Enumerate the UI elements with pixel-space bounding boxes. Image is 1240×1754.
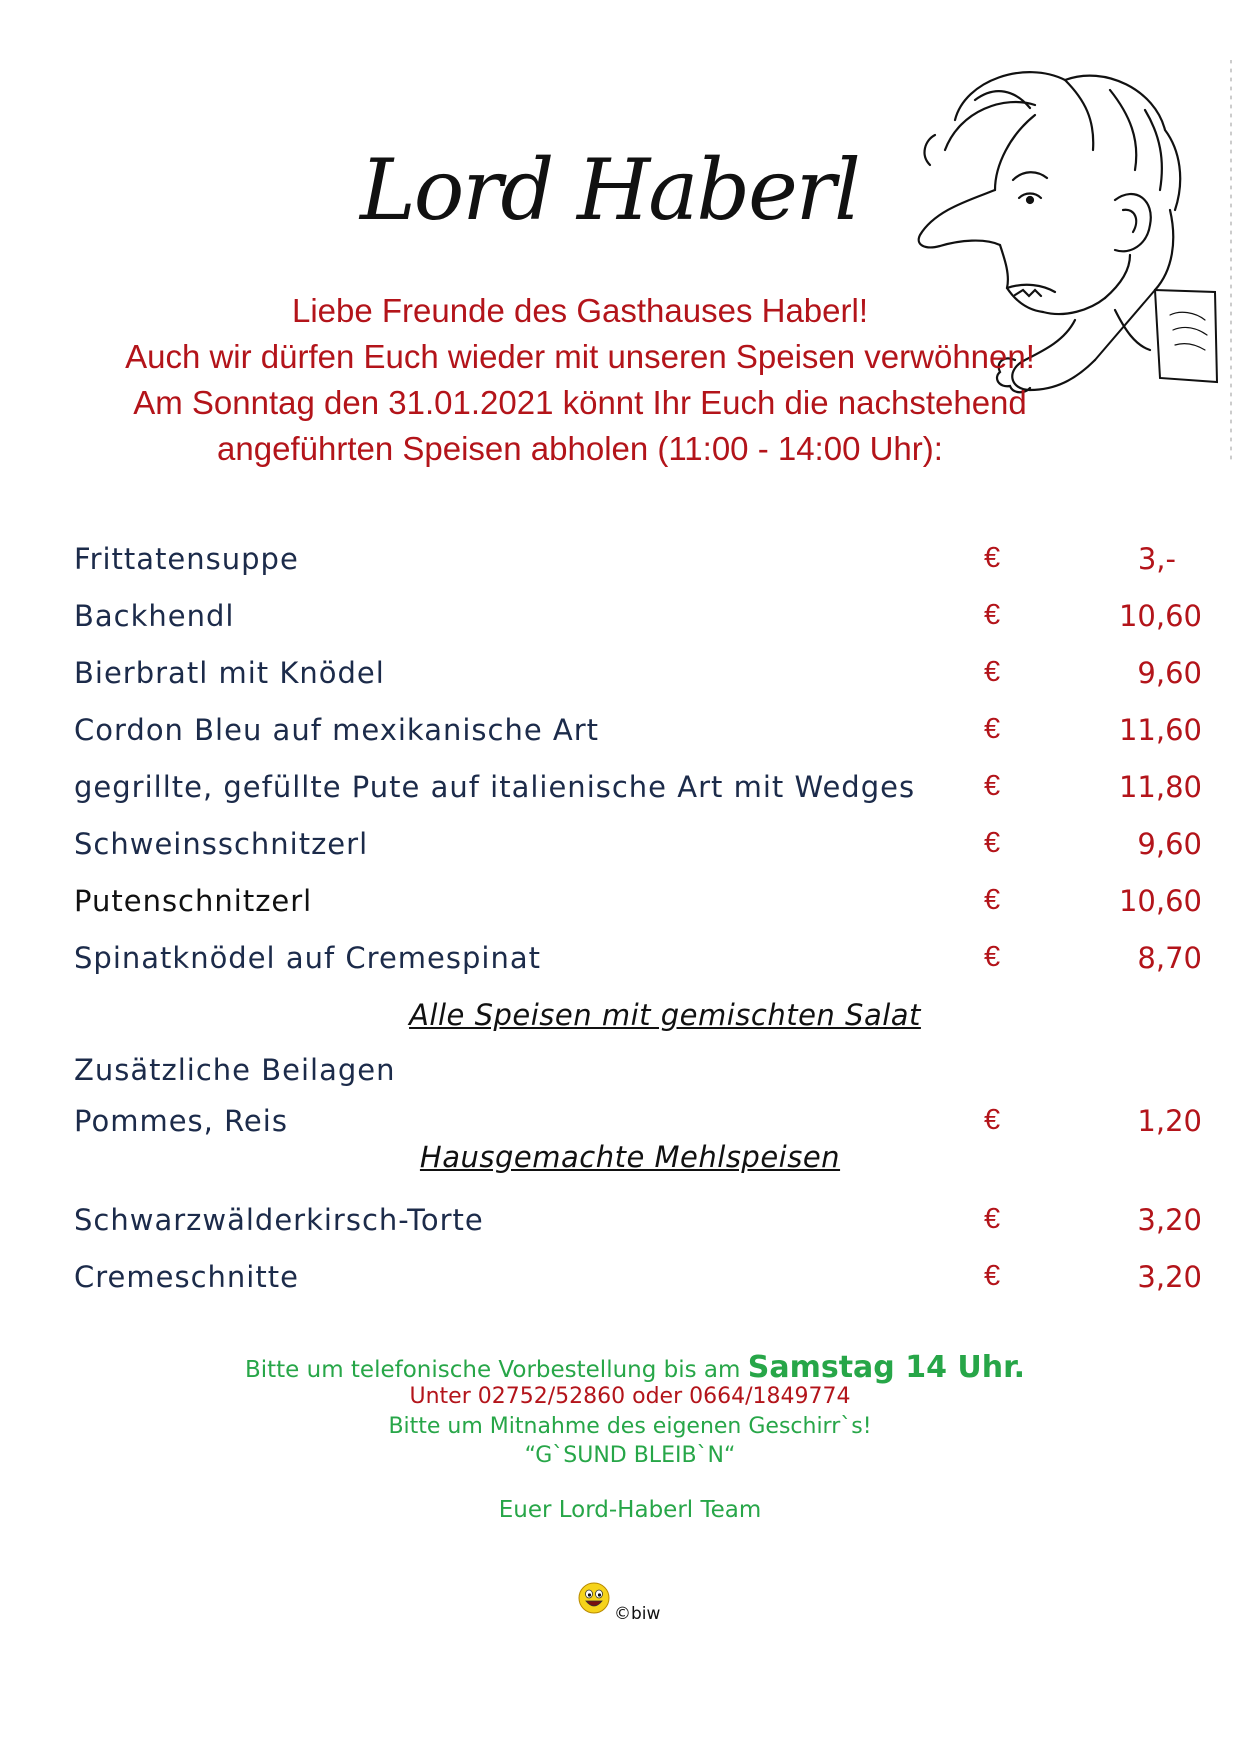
currency-symbol: €	[984, 1260, 1002, 1292]
intro-line: Am Sonntag den 31.01.2021 könnt Ihr Euch die nachstehend	[133, 384, 1027, 421]
restaurant-logo: Lord Haberl	[360, 141, 859, 239]
order-notice	[0, 1350, 1240, 1385]
currency-symbol: €	[984, 1203, 1002, 1235]
menu-item-name: Spinatknödel auf Cremespinat	[74, 941, 541, 975]
desserts-heading: Hausgemachte Mehlspeisen	[419, 1140, 841, 1174]
menu-item-name: Putenschnitzerl	[74, 884, 313, 918]
menu-item	[74, 599, 1202, 643]
menu-item	[74, 770, 1202, 814]
menu-item-name: Cordon Bleu auf mexikanische Art	[74, 713, 600, 747]
menu-item-price: 9,60	[1137, 827, 1202, 861]
intro-line: Auch wir dürfen Euch wieder mit unseren Speisen verwöhnen!	[125, 338, 1035, 375]
sides-heading-text: Zusätzliche Beilagen	[74, 1053, 396, 1087]
menu-item-name: gegrillte, gefüllte Pute auf italienische Art mit Wedges	[74, 770, 916, 804]
sides-heading	[74, 1053, 1134, 1097]
currency-symbol: €	[984, 713, 1002, 745]
menu-item	[74, 1260, 1202, 1304]
currency-symbol: €	[984, 827, 1002, 859]
currency-symbol: €	[984, 542, 1002, 574]
menu-item-name: Bierbratl mit Knödel	[74, 656, 385, 690]
currency-symbol: €	[984, 599, 1002, 631]
smiley-icon	[578, 1582, 610, 1614]
currency-symbol: €	[984, 884, 1002, 916]
menu-item-price: 3,20	[1137, 1203, 1202, 1237]
menu-item-price: 10,60	[1118, 884, 1202, 918]
menu-item-price: 3,-	[1137, 542, 1176, 576]
menu-item	[74, 1203, 1202, 1247]
menu-item	[74, 542, 1176, 586]
currency-symbol: €	[984, 1104, 1002, 1136]
menu-item-name: Frittatensuppe	[74, 542, 299, 576]
menu-item	[74, 884, 1202, 928]
menu-item-name: Pommes, Reis	[74, 1104, 288, 1138]
phone-line: Unter 02752/52860 oder 0664/1849774	[409, 1384, 851, 1409]
menu-item-price: 8,70	[1137, 941, 1202, 975]
menu-item-price: 10,60	[1118, 599, 1202, 633]
menu-item-price: 9,60	[1137, 656, 1202, 690]
slogan: “G`SUND BLEIB`N“	[524, 1443, 736, 1468]
menu-item-name: Cremeschnitte	[74, 1260, 299, 1294]
menu-item	[74, 656, 1202, 700]
order-text: Bitte um telefonische Vorbestellung bis am	[244, 1357, 741, 1383]
menu-item-name: Backhendl	[74, 599, 235, 633]
currency-symbol: €	[984, 656, 1002, 688]
menu-item-price: 1,20	[1137, 1104, 1202, 1138]
menu-item-name: Schweinsschnitzerl	[74, 827, 369, 861]
dishes-line: Bitte um Mitnahme des eigenen Geschirr`s!	[388, 1414, 872, 1439]
intro-text	[60, 288, 1100, 472]
currency-symbol: €	[984, 770, 1002, 802]
order-deadline: Samstag 14 Uhr.	[747, 1350, 1026, 1385]
menu-item	[74, 713, 1202, 757]
intro-line: Liebe Freunde des Gasthauses Haberl!	[291, 292, 869, 329]
intro-line: angeführten Speisen abholen (11:00 - 14:00 Uhr):	[217, 430, 943, 467]
menu-item-name: Schwarzwälderkirsch-Torte	[74, 1203, 484, 1237]
menu-item-price: 11,60	[1118, 713, 1202, 747]
salad-note: Alle Speisen mit gemischten Salat	[409, 998, 921, 1032]
menu-item-price: 3,20	[1137, 1260, 1202, 1294]
signature: Euer Lord-Haberl Team	[498, 1497, 762, 1523]
copyright-text: ©biw	[614, 1604, 661, 1624]
menu-item	[74, 827, 1202, 871]
currency-symbol: €	[984, 941, 1002, 973]
menu-item	[74, 941, 1202, 985]
menu-item-price: 11,80	[1118, 770, 1202, 804]
